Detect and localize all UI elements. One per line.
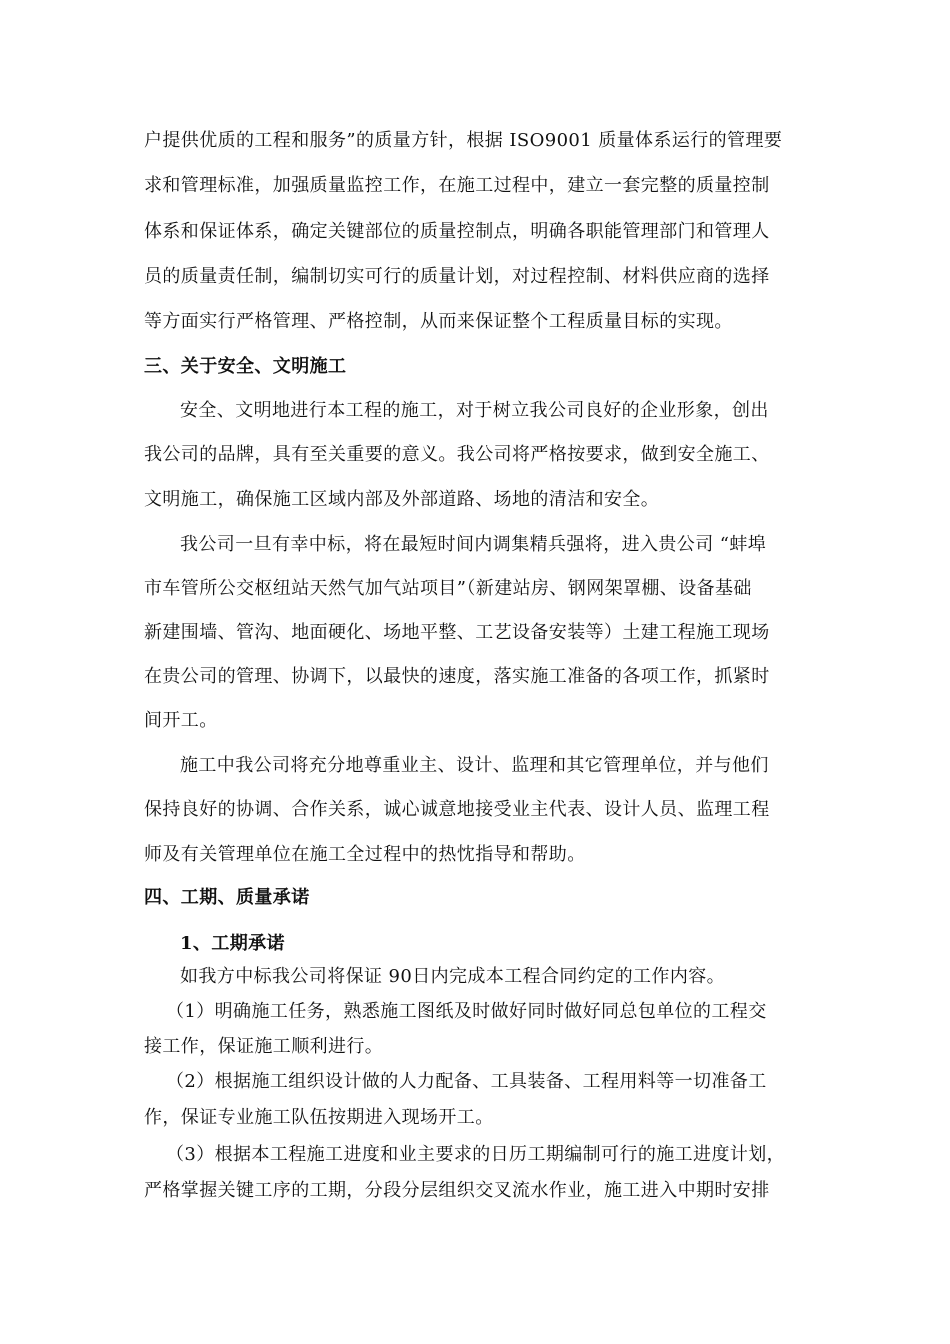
section-heading-schedule-quality: 四、工期、质量承诺 (144, 887, 310, 908)
paragraph-line: 间开工。 (144, 710, 218, 731)
paragraph-line: 如我方中标我公司将保证 90日内完成本工程合同约定的工作内容。 (180, 966, 726, 987)
section-heading-safety: 三、关于安全、文明施工 (144, 356, 347, 377)
paragraph-line: 在贵公司的管理、协调下，以最快的速度，落实施工准备的各项工作，抓紧时 (144, 666, 770, 687)
paragraph-line: 新建围墙、管沟、地面硬化、场地平整、工艺设备安装等）土建工程施工现场 (144, 622, 770, 643)
paragraph-line: 员的质量责任制，编制切实可行的质量计划，对过程控制、材料供应商的选择 (144, 266, 770, 287)
paragraph-line: 保持良好的协调、合作关系，诚心诚意地接受业主代表、设计人员、监理工程 (144, 799, 770, 820)
list-item-line: （1）明确施工任务，熟悉施工图纸及时做好同时做好同总包单位的工程交 (166, 1001, 767, 1022)
paragraph-line: 等方面实行严格管理、严格控制，从而来保证整个工程质量目标的实现。 (144, 311, 733, 332)
list-item-line: 作，保证专业施工队伍按期进入现场开工。 (144, 1107, 494, 1128)
paragraph-line: 我公司一旦有幸中标，将在最短时间内调集精兵强将，进入贵公司 “蚌埠 (180, 534, 767, 555)
list-item-line: 严格掌握关键工序的工期，分段分层组织交叉流水作业，施工进入中期时安排 (144, 1180, 770, 1201)
list-item-line: （2）根据施工组织设计做的人力配备、工具装备、工程用料等一切准备工 (166, 1071, 767, 1092)
subheading-schedule-commitment: 1、工期承诺 (180, 933, 285, 954)
paragraph-line: 文明施工，确保施工区域内部及外部道路、场地的清洁和安全。 (144, 489, 660, 510)
paragraph-line: 安全、文明地进行本工程的施工，对于树立我公司良好的企业形象，创出 (180, 400, 769, 421)
paragraph-line: 施工中我公司将充分地尊重业主、设计、监理和其它管理单位，并与他们 (180, 755, 769, 776)
paragraph-line: 师及有关管理单位在施工全过程中的热忱指导和帮助。 (144, 844, 586, 865)
paragraph-line: 户提供优质的工程和服务”的质量方针，根据 ISO9001 质量体系运行的管理要 (144, 130, 783, 151)
list-item-line: 接工作，保证施工顺利进行。 (144, 1036, 384, 1057)
paragraph-line: 体系和保证体系，确定关键部位的质量控制点，明确各职能管理部门和管理人 (144, 221, 770, 242)
paragraph-line: 求和管理标准，加强质量监控工作，在施工过程中，建立一套完整的质量控制 (144, 175, 770, 196)
list-item-line: （3）根据本工程施工进度和业主要求的日历工期编制可行的施工进度计划， (166, 1144, 786, 1165)
paragraph-line: 我公司的品牌，具有至关重要的意义。我公司将严格按要求，做到安全施工、 (144, 444, 770, 465)
paragraph-line: 市车管所公交枢纽站天然气加气站项目”（新建站房、钢网架罩棚、设备基础 (144, 578, 752, 599)
